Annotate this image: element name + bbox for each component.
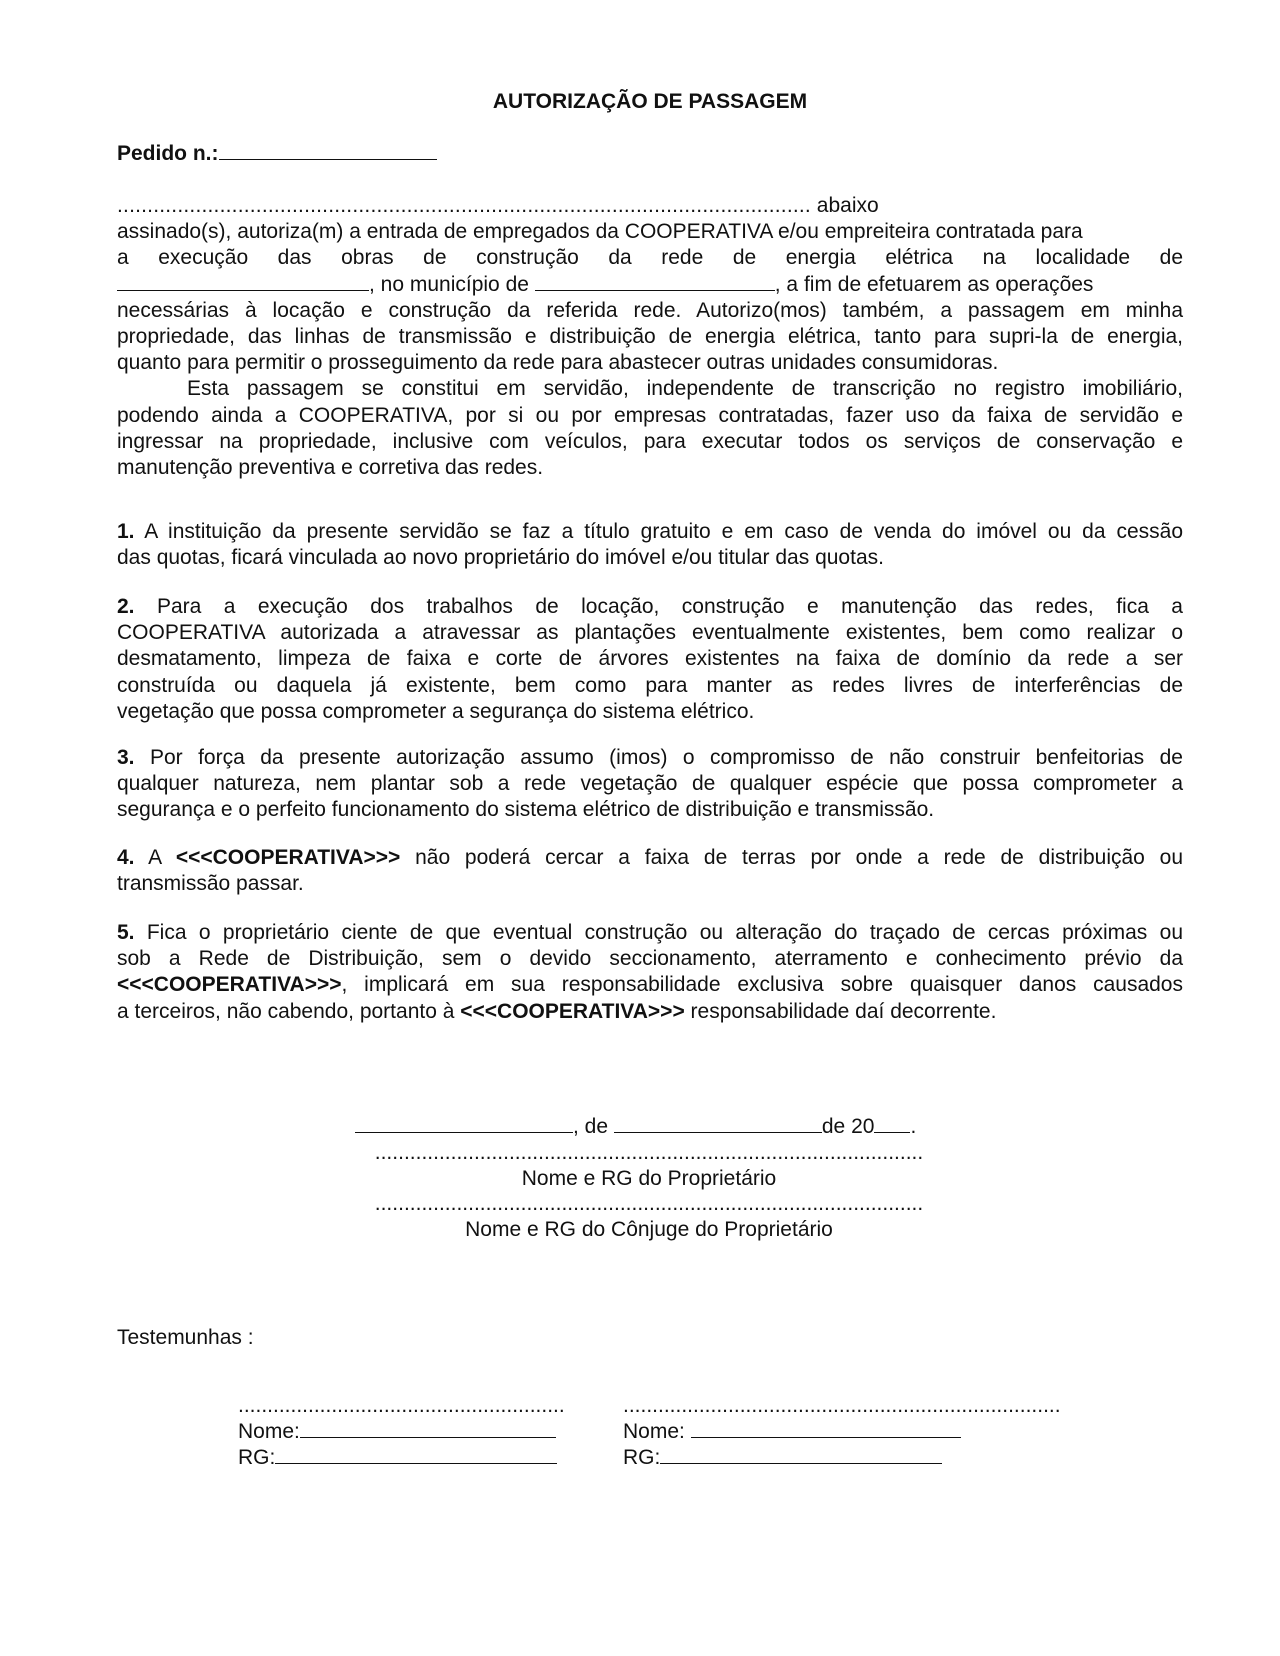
intro-line-4 [117,272,1183,298]
clause-1-text-2: das quotas, ficará vinculada ao novo proprietário do imóvel e/ou titular das quotas. [117,546,884,570]
clause-4-line-1 [117,845,1183,871]
date-sep-2: de 20 [821,1115,875,1138]
order-number-blank [219,141,437,160]
clause-5-number: 5. [117,921,135,944]
intro-line-9: podendo ainda a COOPERATIVA, por si ou por empresas contratadas, fazer uso da faixa de servidão e [117,403,1183,427]
owner-signature [349,1140,949,1192]
clause-1-number: 1. [117,520,135,543]
intro-line-2: assinado(s), autoriza(m) a entrada de empregados da COOPERATIVA e/ou empreiteira contratada para [117,220,1083,244]
clause-3-text-1: Por força da presente autorização assumo (imos) o compromisso de não construir benfeitorias de [134,746,1183,769]
owner-signature-label: Nome e RG do Proprietário [521,1167,777,1191]
clause-2-text-1: Para a execução dos trabalhos de locação, construção e manutenção das redes, fica a [134,595,1183,618]
witness-1-name [238,1419,565,1445]
intro-line-10: ingressar na propriedade, inclusive com veículos, para executar todos os serviços de conservação e [117,429,1183,453]
clause-2-text-3: desmatamento, limpeza de faixa e corte de árvores existentes na faixa de domínio da rede a ser [117,647,1183,671]
clause-2 [117,594,1183,725]
order-number-label: Pedido n.: [117,142,219,165]
clause-2-text-5: vegetação que possa comprometer a segurança do sistema elétrico. [117,699,755,723]
clause-5-text-2: sob a Rede de Distribuição, sem o devido seccionamento, aterramento e conhecimento prévio da [117,947,1183,971]
clause-3-text-3: segurança e o perfeito funcionamento do sistema elétrico de distribuição e transmissão. [117,798,935,822]
witness-2-rg-blank [660,1445,942,1464]
witness-2-rg-label: RG: [623,1446,661,1470]
clause-5-text-5: responsabilidade daí decorrente. [684,999,997,1023]
intro-line-1 [117,193,1183,219]
witness-1 [238,1393,565,1472]
signer-name-dots: ................................................................................................................... [117,194,811,217]
witness-1-name-blank [300,1419,556,1438]
order-number-field [117,141,437,167]
clause-2-number: 2. [117,595,135,618]
month-blank [614,1114,822,1133]
witness-2-rg [623,1445,1061,1471]
clause-3-line-1 [117,745,1183,771]
witness-2-name-blank [691,1419,961,1438]
clause-2-line-1 [117,594,1183,620]
clause-3-text-2: qualquer natureza, nem plantar sob a rede vegetação de qualquer espécie que possa comprometer a [117,772,1183,796]
witness-1-rg [238,1445,565,1471]
clause-3 [117,745,1183,824]
witness-2-signature-dots: ........................................................................... [623,1394,1061,1417]
witness-2 [623,1393,1061,1472]
clause-1 [117,519,1183,571]
witness-2-name [623,1419,1061,1445]
intro-line-3: a execução das obras de construção da rede de energia elétrica na localidade de [117,246,1183,270]
clause-5-text-4: a terceiros, não cabendo, portanto à [117,999,461,1023]
owner-signature-dots: .............................................................................................. [374,1141,924,1164]
spouse-signature-dots: .............................................................................................. [374,1192,924,1215]
municipality-label: , no município de [369,272,535,296]
spouse-signature-label: Nome e RG do Cônjuge do Proprietário [465,1218,833,1242]
clause-5 [117,920,1183,1025]
witness-1-name-label: Nome: [238,1420,300,1444]
year-blank [874,1114,910,1133]
clause-4-cooperative: <<<COOPERATIVA>>> [175,846,401,869]
city-blank [355,1114,573,1133]
witness-1-signature-dots: ........................................................ [238,1394,565,1417]
clause-4-text-1: não poderá cercar a faixa de terras por onde a rede de distribuição ou [400,846,1184,869]
municipality-blank [535,272,775,291]
clause-2-text-2: COOPERATIVA autorizada a atravessar as plantações eventualmente existentes, bem como realizar o [117,621,1183,645]
clause-4-text-2: transmissão passar. [117,872,304,896]
spouse-signature [349,1191,949,1243]
intro-line-1-tail: abaixo [810,194,879,217]
witness-1-rg-label: RG: [238,1446,276,1470]
clause-4-number: 4. [117,846,135,869]
intro-line-11: manutenção preventiva e corretiva das redes. [117,456,544,480]
date-sep-1: , de [573,1115,614,1138]
clause-4 [117,845,1183,897]
clause-1-text-1: A instituição da presente servidão se faz a título gratuito e em caso de venda do imóvel ou da cessão [134,520,1183,543]
clause-5-text-1: Fica o proprietário ciente de que eventual construção ou alteração do traçado de cercas próximas ou [134,921,1183,944]
clause-5-text-3: , implicará em sua responsabilidade exclusiva sobre quaisquer danos causados [341,973,1183,997]
intro-line-7: quanto para permitir o prosseguimento da rede para abastecer outras unidades consumidoras. [117,351,999,375]
witness-1-rg-blank [275,1445,557,1464]
intro-line-5: necessárias à locação e construção da referida rede. Autorizo(mos) também, a passagem em minha [117,298,1183,322]
witnesses-label: Testemunhas : [117,1326,254,1349]
date-end: . [910,1115,917,1138]
locality-blank [117,272,369,291]
intro-line-8: Esta passagem se constitui em servidão, independente de transcrição no registro imobiliário, [187,377,1183,401]
date-line [355,1114,916,1140]
clause-5-cooperative-2: <<<COOPERATIVA>>> [460,999,685,1023]
clause-5-line-4 [117,999,1183,1025]
clause-5-cooperative: <<<COOPERATIVA>>> [117,973,342,997]
clause-2-text-4: construída ou daquela já existente, bem como para manter as redes livres de interferências de [117,673,1183,697]
clause-3-number: 3. [117,746,135,769]
clause-5-line-3 [117,972,1183,998]
document-title: AUTORIZAÇÃO DE PASSAGEM [492,90,808,113]
intro-line-4-tail: , a fim de efetuarem as operações [774,272,1094,296]
witness-2-name-label: Nome: [623,1420,691,1444]
intro-line-6: propriedade, das linhas de transmissão e distribuição de energia elétrica, tanto para supri-la de energia, [117,325,1183,349]
clause-4-pre: A [134,846,176,869]
intro-paragraph [117,193,1183,481]
clause-1-line-1 [117,519,1183,545]
clause-5-line-1 [117,920,1183,946]
